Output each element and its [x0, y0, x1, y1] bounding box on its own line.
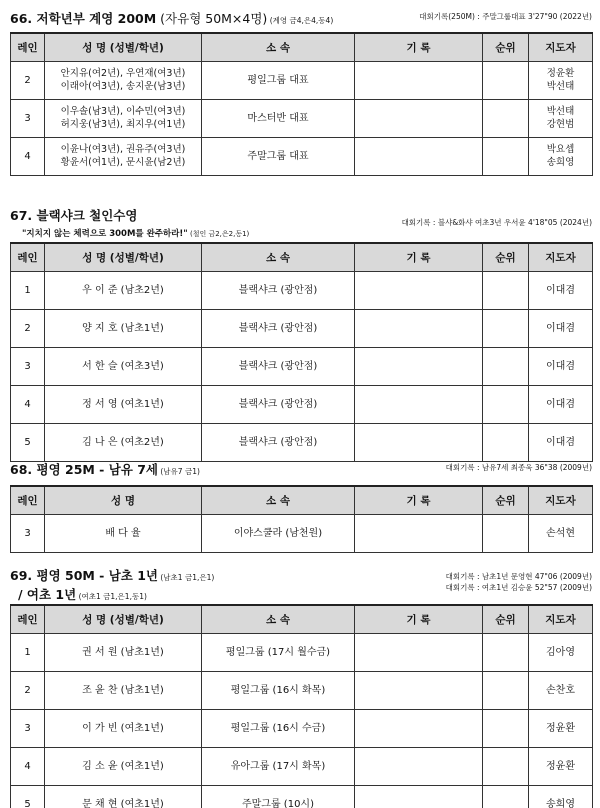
- coach-cell: 송희영: [529, 785, 593, 808]
- rank-cell: [483, 514, 529, 552]
- event-67-record: 대회기록 : 블샤&화샤 여초3년 우서윤 4'18"05 (2024년): [401, 218, 592, 227]
- team-cell: 이야스쿨라 (남천원): [202, 514, 355, 552]
- rank-cell: [483, 99, 529, 137]
- rank-cell: [483, 137, 529, 175]
- lane-cell: 4: [11, 747, 45, 785]
- rank-cell: [483, 347, 529, 385]
- rank-cell: [483, 309, 529, 347]
- lane-cell: 2: [11, 671, 45, 709]
- col-record: 기 록: [355, 605, 483, 633]
- col-coach: 지도자: [529, 243, 593, 271]
- team-cell: 유아그룹 (17시 화목): [202, 747, 355, 785]
- event-66-table: [10, 32, 593, 176]
- record-cell: [355, 514, 483, 552]
- rank-cell: [483, 61, 529, 99]
- name-cell: 조 윤 찬 (남초1년): [45, 671, 202, 709]
- name-cell: 권 서 원 (남초1년): [45, 633, 202, 671]
- col-coach: 지도자: [529, 486, 593, 514]
- lane-cell: 4: [11, 385, 45, 423]
- team-cell: 블랙샤크 (광안점): [202, 271, 355, 309]
- lane-cell: 2: [11, 61, 45, 99]
- names-cell: 이우솔(남3년), 이수민(여3년) 허지웅(남3년), 최지우(여1년): [45, 99, 202, 137]
- coach-cell: 이대겸: [529, 309, 593, 347]
- table-row: [11, 347, 593, 385]
- table-row: [11, 671, 593, 709]
- table-row: [11, 747, 593, 785]
- coach-cell: 박요셉 송희영: [529, 137, 593, 175]
- coach-cell: 이대겸: [529, 347, 593, 385]
- coach-cell: 정윤환: [529, 747, 593, 785]
- col-lane: 레인: [11, 605, 45, 633]
- name-cell: 문 채 현 (여초1년): [45, 785, 202, 808]
- rank-cell: [483, 271, 529, 309]
- coach-cell: 김아영: [529, 633, 593, 671]
- name-cell: 김 나 은 (여초2년): [45, 423, 202, 461]
- event-68-table: [10, 485, 593, 553]
- team-cell: 평일그룹 (17시 월수금): [202, 633, 355, 671]
- header-row: [11, 33, 593, 61]
- lane-cell: 3: [11, 99, 45, 137]
- record-cell: [355, 423, 483, 461]
- table-row: [11, 61, 593, 99]
- rank-cell: [483, 747, 529, 785]
- event-68-record: 대회기록 : 남유7세 최종욱 36"38 (2009년): [445, 463, 592, 472]
- event-68-title: 68. 평영 25M - 남유 7세 (남유7 금1): [10, 462, 200, 477]
- col-lane: 레인: [11, 33, 45, 61]
- table-row: [11, 385, 593, 423]
- table-row: [11, 514, 593, 552]
- table-row: [11, 709, 593, 747]
- team-cell: 주말그룹 (10시): [202, 785, 355, 808]
- event-69-title-2: / 여초 1년 (여초1 금1,은1,동1): [18, 587, 147, 602]
- team-cell: 블랙샤크 (광안점): [202, 309, 355, 347]
- event-66-record: 대회기록(250M) : 주말그룹대표 3'27"90 (2022년): [419, 12, 592, 21]
- coach-cell: 이대겸: [529, 385, 593, 423]
- event-67-table: [10, 242, 593, 462]
- rank-cell: [483, 671, 529, 709]
- lane-cell: 3: [11, 709, 45, 747]
- lane-cell: 1: [11, 271, 45, 309]
- col-name: 성 명 (성별/학년): [45, 243, 202, 271]
- col-name: 성 명: [45, 486, 202, 514]
- event-69-table: [10, 604, 593, 808]
- record-cell: [355, 137, 483, 175]
- event-67-motto: "지치지 않는 체력으로 300M를 완주하라!" (철인 금2,은2,동1): [22, 229, 250, 239]
- record-cell: [355, 747, 483, 785]
- col-team: 소 속: [202, 486, 355, 514]
- team-cell: 마스터반 대표: [202, 99, 355, 137]
- lane-cell: 5: [11, 785, 45, 808]
- event-67-title: 67. 블랙샤크 철인수영: [10, 208, 138, 223]
- col-rank: 순위: [483, 243, 529, 271]
- record-cell: [355, 61, 483, 99]
- team-cell: 주말그룹 대표: [202, 137, 355, 175]
- rank-cell: [483, 423, 529, 461]
- team-cell: 블랙샤크 (광안점): [202, 385, 355, 423]
- table-row: [11, 785, 593, 808]
- lane-cell: 4: [11, 137, 45, 175]
- team-cell: 블랙샤크 (광안점): [202, 347, 355, 385]
- coach-cell: 박선태 강현범: [529, 99, 593, 137]
- table-row: [11, 309, 593, 347]
- rank-cell: [483, 633, 529, 671]
- record-cell: [355, 309, 483, 347]
- rank-cell: [483, 709, 529, 747]
- coach-cell: 손석현: [529, 514, 593, 552]
- record-cell: [355, 709, 483, 747]
- name-cell: 김 소 윤 (여초1년): [45, 747, 202, 785]
- name-cell: 양 지 호 (남초1년): [45, 309, 202, 347]
- names-cell: 안지유(여2년), 우연재(여3년) 이래아(여3년), 송지운(남3년): [45, 61, 202, 99]
- record-cell: [355, 671, 483, 709]
- lane-cell: 5: [11, 423, 45, 461]
- header-row: [11, 486, 593, 514]
- header-row: [11, 243, 593, 271]
- coach-cell: 손찬호: [529, 671, 593, 709]
- name-cell: 배 다 율: [45, 514, 202, 552]
- col-record: 기 록: [355, 243, 483, 271]
- coach-cell: 이대겸: [529, 423, 593, 461]
- col-team: 소 속: [202, 33, 355, 61]
- col-record: 기 록: [355, 486, 483, 514]
- coach-cell: 이대겸: [529, 271, 593, 309]
- col-coach: 지도자: [529, 605, 593, 633]
- col-rank: 순위: [483, 605, 529, 633]
- table-row: [11, 633, 593, 671]
- event-66-title: 66. 저학년부 계영 200M (자유형 50M×4명) (계영 금4,은4,동4): [10, 11, 334, 26]
- col-lane: 레인: [11, 243, 45, 271]
- team-cell: 평일그룹 (16시 화목): [202, 671, 355, 709]
- col-lane: 레인: [11, 486, 45, 514]
- lane-cell: 1: [11, 633, 45, 671]
- rank-cell: [483, 785, 529, 808]
- team-cell: 평일그룹 대표: [202, 61, 355, 99]
- name-cell: 우 이 준 (남초2년): [45, 271, 202, 309]
- record-cell: [355, 271, 483, 309]
- record-cell: [355, 633, 483, 671]
- name-cell: 서 한 슬 (여초3년): [45, 347, 202, 385]
- table-row: [11, 137, 593, 175]
- col-record: 기 록: [355, 33, 483, 61]
- table-row: [11, 99, 593, 137]
- col-rank: 순위: [483, 486, 529, 514]
- table-row: [11, 423, 593, 461]
- team-cell: 블랙샤크 (광안점): [202, 423, 355, 461]
- lane-cell: 3: [11, 347, 45, 385]
- event-69-title: 69. 평영 50M - 남초 1년 (남초1 금1,은1): [10, 568, 215, 583]
- name-cell: 이 가 빈 (여초1년): [45, 709, 202, 747]
- record-cell: [355, 385, 483, 423]
- record-cell: [355, 99, 483, 137]
- col-name: 성 명 (성별/학년): [45, 605, 202, 633]
- event-69-record: 대회기록 : 남초1년 문영현 47"06 (2009년) 대회기록 : 여초1년 김승윤 52"57 (2009년): [445, 572, 592, 592]
- col-coach: 지도자: [529, 33, 593, 61]
- lane-cell: 3: [11, 514, 45, 552]
- col-team: 소 속: [202, 605, 355, 633]
- coach-cell: 정윤환 박선태: [529, 61, 593, 99]
- col-name: 성 명 (성별/학년): [45, 33, 202, 61]
- name-cell: 정 서 영 (여초1년): [45, 385, 202, 423]
- col-team: 소 속: [202, 243, 355, 271]
- rank-cell: [483, 385, 529, 423]
- coach-cell: 정윤환: [529, 709, 593, 747]
- header-row: [11, 605, 593, 633]
- col-rank: 순위: [483, 33, 529, 61]
- table-row: [11, 271, 593, 309]
- lane-cell: 2: [11, 309, 45, 347]
- team-cell: 평일그룹 (16시 수금): [202, 709, 355, 747]
- record-cell: [355, 785, 483, 808]
- names-cell: 이윤나(여3년), 권유주(여3년) 황윤서(여1년), 문시윤(남2년): [45, 137, 202, 175]
- record-cell: [355, 347, 483, 385]
